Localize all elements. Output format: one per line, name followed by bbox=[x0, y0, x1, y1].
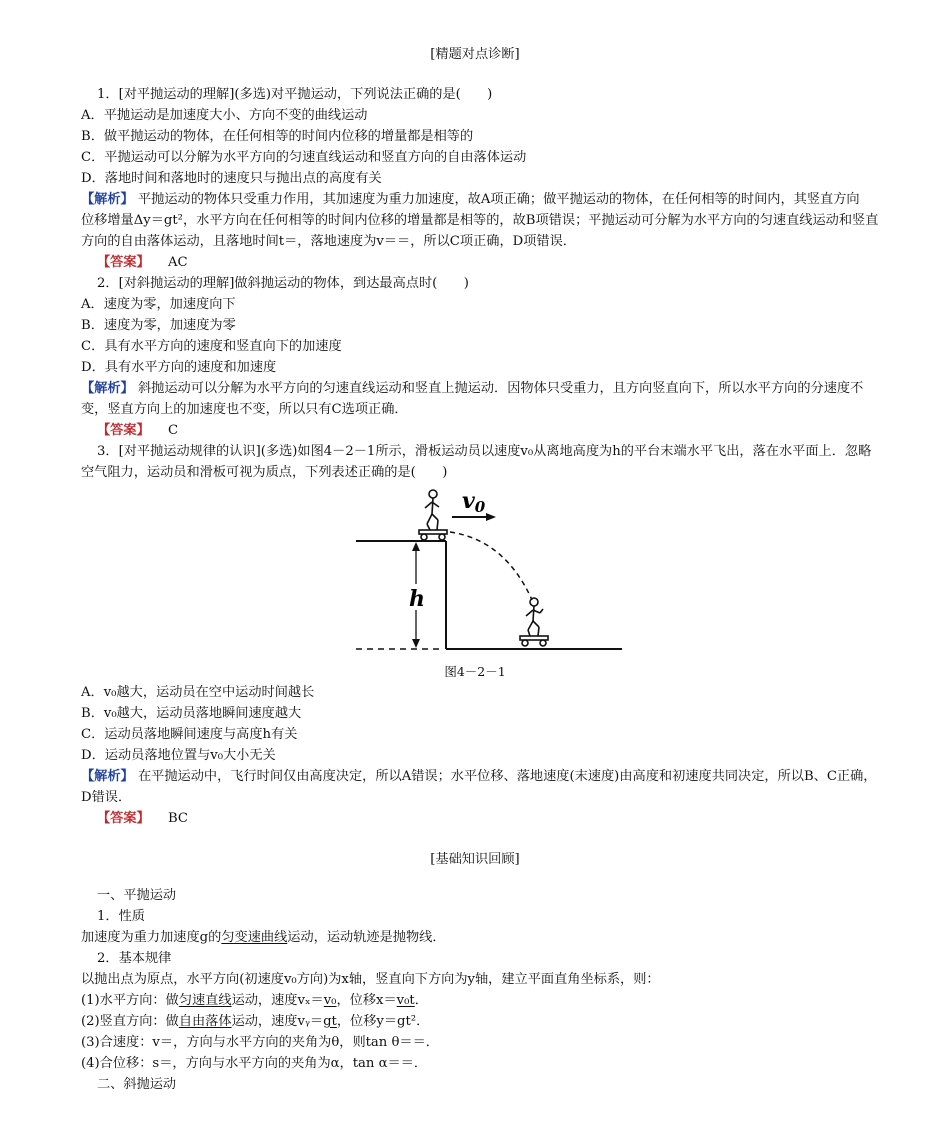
q3-answer: BC bbox=[167, 811, 188, 826]
q1-analysis-tag: 【解析】 bbox=[81, 192, 134, 207]
q1-answer-line bbox=[97, 252, 927, 273]
nature-text-a: 加速度为重力加速度g的 bbox=[81, 930, 222, 945]
rule1-underlined-1: 匀速直线 bbox=[178, 993, 232, 1008]
q3-answer-tag: 【答案】 bbox=[97, 811, 150, 826]
review-nature-text bbox=[81, 927, 911, 948]
review-rule-4: (4)合位移：s＝，方向与水平方向的夹角为α，tan α＝＝． bbox=[81, 1056, 428, 1071]
rule1-underlined-3: v₀t bbox=[396, 993, 415, 1008]
rule2-underlined-1: 自由落体 bbox=[178, 1014, 232, 1029]
q1-analysis-line2: 位移增量Δy＝gt²，水平方向在任何相等的时间内位移的增量都是相等的，故B项错误；平抛运动可分解为水平方向的匀速直线运动和竖直 bbox=[81, 213, 879, 228]
q1-analysis-text1: 平抛运动的物体只受重力作用，其加速度为重力加速度，故A项正确；做平抛运动的物体，在任何相等的时间内，其竖直方向 bbox=[137, 192, 860, 207]
q2-answer-line bbox=[97, 420, 927, 441]
review-heading-1-1: 1．性质 bbox=[97, 909, 145, 924]
height-arrow-bottom-head bbox=[412, 639, 420, 648]
rule1-text-d: ． bbox=[414, 993, 428, 1008]
q3-option-d: D．运动员落地位置与v₀大小无关 bbox=[81, 748, 276, 763]
q3-option-a: A．v₀越大，运动员在空中运动时间越长 bbox=[81, 685, 315, 700]
rule2-text-c: ，位移y＝gt²． bbox=[336, 1014, 430, 1029]
rule2-text-b: 运动，速度vᵧ＝ bbox=[231, 1014, 324, 1029]
velocity-arrow-head bbox=[486, 513, 496, 521]
rule1-text-b: 运动，速度vₓ＝ bbox=[231, 993, 324, 1008]
q3-option-c: C．运动员落地瞬间速度与高度h有关 bbox=[81, 727, 298, 742]
rule2-underlined-2: gt bbox=[323, 1014, 337, 1029]
review-heading-2: 二、斜抛运动 bbox=[97, 1077, 177, 1092]
height-label: h bbox=[409, 586, 425, 612]
q2-answer-tag: 【答案】 bbox=[97, 423, 150, 438]
q2-answer: C bbox=[167, 423, 179, 438]
q2-analysis-text1: 斜抛运动可以分解为水平方向的匀速直线运动和竖直上抛运动．因物体只受重力，且方向竖直向下，所以水平方向的分速度不 bbox=[137, 381, 864, 396]
section-title-review: [基础知识回顾] bbox=[430, 852, 520, 867]
q3-analysis-line1 bbox=[81, 766, 911, 787]
rule1-underlined-2: v₀ bbox=[323, 993, 337, 1008]
q3-analysis-tag: 【解析】 bbox=[81, 769, 134, 784]
q2-analysis-line2: 变，竖直方向上的加速度也不变，所以只有C选项正确． bbox=[81, 402, 408, 417]
q2-option-c: C．具有水平方向的速度和竖直向下的加速度 bbox=[81, 339, 342, 354]
q2-analysis-line1 bbox=[81, 378, 911, 399]
rule1-text-a: (1)水平方向：做 bbox=[81, 993, 179, 1008]
review-heading-1-2: 2．基本规律 bbox=[97, 951, 172, 966]
q1-analysis-line1 bbox=[81, 189, 911, 210]
q1-option-c: C．平抛运动可以分解为水平方向的匀速直线运动和竖直方向的自由落体运动 bbox=[81, 150, 527, 165]
section-title-diagnosis: [精题对点诊断] bbox=[430, 47, 520, 62]
review-rule-3: (3)合速度：v＝，方向与水平方向的夹角为θ，则tan θ＝＝． bbox=[81, 1035, 439, 1050]
review-rule-intro: 以抛出点为原点，水平方向(初速度v₀方向)为x轴，竖直向下方向为y轴，建立平面直角坐标系，则： bbox=[81, 972, 660, 987]
q1-option-b: B．做平抛运动的物体，在任何相等的时间内位移的增量都是相等的 bbox=[81, 129, 474, 144]
q1-analysis-line3: 方向的自由落体运动，且落地时间t＝，落地速度为v＝＝，所以C项正确，D项错误． bbox=[81, 234, 576, 249]
nature-text-b: 运动，运动轨迹是抛物线． bbox=[287, 930, 446, 945]
q3-answer-line bbox=[97, 808, 927, 829]
q1-option-a: A．平抛运动是加速度大小、方向不变的曲线运动 bbox=[81, 108, 368, 123]
velocity-label: v0 bbox=[462, 488, 486, 516]
nature-underlined: 匀变速曲线 bbox=[221, 930, 288, 945]
q3-stem-line1: 3．[对平抛运动规律的认识](多选)如图4－2－1所示，滑板运动员以速度v₀从离地高度为h的平台末端水平飞出，落在水平面上．忽略 bbox=[97, 444, 872, 459]
q3-analysis-line2: D错误． bbox=[81, 790, 132, 805]
rule2-text-a: (2)竖直方向：做 bbox=[81, 1014, 179, 1029]
q1-answer-tag: 【答案】 bbox=[97, 255, 150, 270]
figure-caption: 图4－2－1 bbox=[444, 664, 506, 679]
rule1-text-c: ，位移x＝ bbox=[336, 993, 397, 1008]
skater-on-platform bbox=[419, 490, 447, 540]
trajectory-dashed bbox=[450, 532, 532, 600]
q1-answer: AC bbox=[167, 255, 188, 270]
height-arrow-top-head bbox=[412, 542, 420, 551]
q3-stem-line2: 空气阻力，运动员和滑板可视为质点，下列表述正确的是( ) bbox=[81, 465, 448, 480]
q3-figure-skateboard bbox=[340, 482, 640, 660]
q3-analysis-text1: 在平抛运动中，飞行时间仅由高度决定，所以A错误；水平位移、落地速度(末速度)由高度和初速度共同决定，所以B、C正确， bbox=[137, 769, 877, 784]
q2-option-b: B．速度为零，加速度为零 bbox=[81, 318, 236, 333]
skater-landing bbox=[520, 598, 548, 646]
q2-option-d: D．具有水平方向的速度和加速度 bbox=[81, 360, 277, 375]
review-rule-2 bbox=[81, 1011, 911, 1032]
q1-option-d: D．落地时间和落地时的速度只与抛出点的高度有关 bbox=[81, 171, 382, 186]
q1-stem: 1．[对平抛运动的理解](多选)对平抛运动，下列说法正确的是( ) bbox=[97, 87, 493, 102]
q2-stem: 2．[对斜抛运动的理解]做斜抛运动的物体，到达最高点时( ) bbox=[97, 276, 469, 291]
q2-option-a: A．速度为零，加速度向下 bbox=[81, 297, 236, 312]
review-heading-1: 一、平抛运动 bbox=[97, 888, 177, 903]
q3-option-b: B．v₀越大，运动员落地瞬间速度越大 bbox=[81, 706, 302, 721]
q2-analysis-tag: 【解析】 bbox=[81, 381, 134, 396]
review-rule-1 bbox=[81, 990, 911, 1011]
